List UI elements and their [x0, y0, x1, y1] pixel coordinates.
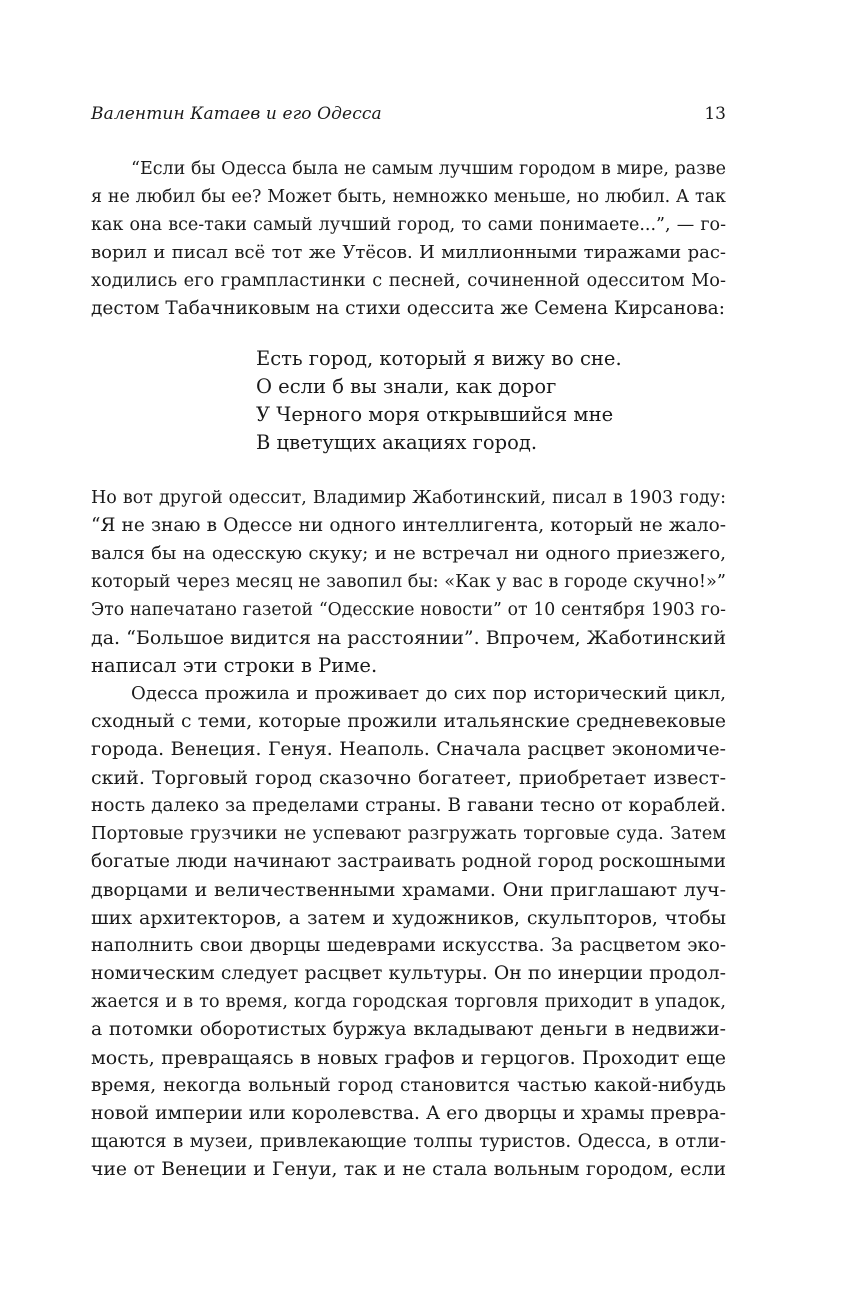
text-line: Но вот другой одессит, Владимир Жаботинский, писал в 1903 году: [91, 488, 726, 508]
text-line: “Я не знаю в Одессе ни одного интеллигента, который не жало- [91, 515, 726, 536]
text-line: Портовые грузчики не успевают разгружать торговые суда. Затем [91, 824, 726, 844]
text-line: мость, превращаясь в новых графов и герцогов. Проходит еще [91, 1047, 726, 1069]
text-line: Одесса прожила и проживает до сих пор исторический цикл, [131, 683, 726, 704]
running-head: Валентин Катаев и его Одесса [91, 104, 382, 124]
text-line: щаются в музеи, привлекающие толпы туристов. Одесса, в отли- [91, 1131, 726, 1152]
text-line: номическим следует расцвет культуры. Он по инерции продол- [91, 963, 726, 984]
text-line: ворил и писал всё тот же Утёсов. И миллионными тиражами рас- [91, 242, 726, 263]
text-line: дестом Табачниковым на стихи одессита же Семена Кирсанова: [91, 298, 725, 319]
text-line: который через месяц не завопил бы: «Как у вас в городе скучно!»” [91, 572, 726, 592]
text-line: города. Венеция. Генуя. Неаполь. Сначала расцвет экономиче- [91, 739, 726, 760]
text-line: вался бы на одесскую скуку; и не встречал ни одного приезжего, [91, 543, 726, 564]
text-line: написал эти строки в Риме. [91, 654, 378, 677]
text-line: ский. Торговый город сказочно богатеет, приобретает извест- [91, 767, 726, 789]
text-line: новой империи или королевства. А его дворцы и храмы превра- [91, 1103, 726, 1124]
text-line: дворцами и величественными храмами. Они приглашают луч- [91, 879, 726, 901]
verse-line: У Черного моря открывшийся мне [256, 403, 614, 426]
text-line: Это напечатано газетой “Одесские новости” от 10 сентября 1903 го- [91, 600, 726, 620]
text-line: ность далеко за пределами страны. В гавани тесно от кораблей. [91, 795, 726, 816]
text-line: ших архитекторов, а затем и художников, скульпторов, чтобы [91, 907, 726, 929]
text-line: “Если бы Одесса была не самым лучшим городом в мире, разве [131, 159, 726, 179]
page-number: 13 [704, 104, 726, 124]
text-line: чие от Венеции и Генуи, так и не стала вольным городом, если [91, 1159, 726, 1180]
text-line: время, некогда вольный город становится частью какой-нибудь [91, 1075, 726, 1096]
text-line: богатые люди начинают застраивать родной город роскошными [91, 851, 726, 872]
text-line: я не любил бы ее? Может быть, немножко меньше, но любил. А так [91, 187, 726, 207]
text-line: а потомки оборотистых буржуа вкладывают деньги в недвижи- [91, 1019, 726, 1040]
text-line: как она все-таки самый лучший город, то сами понимаете...”, — го- [91, 215, 726, 235]
verse-line: О если б вы знали, как дорог [256, 375, 557, 398]
text-line: да. “Большое видится на расстоянии”. Впрочем, Жаботинский [91, 627, 726, 649]
verse-line: Есть город, который я вижу во сне. [256, 347, 622, 370]
text-line: жается и в то время, когда городская торговля приходит в упадок, [91, 992, 726, 1012]
text-line: сходный с теми, которые прожили итальянские средневековые [91, 711, 726, 732]
text-line: наполнить свои дворцы шедеврами искусства. За расцветом эко- [91, 935, 726, 956]
text-line: ходились его грампластинки с песней, сочиненной одесситом Мо- [91, 271, 726, 291]
verse-line: В цветущих акациях город. [256, 431, 538, 454]
